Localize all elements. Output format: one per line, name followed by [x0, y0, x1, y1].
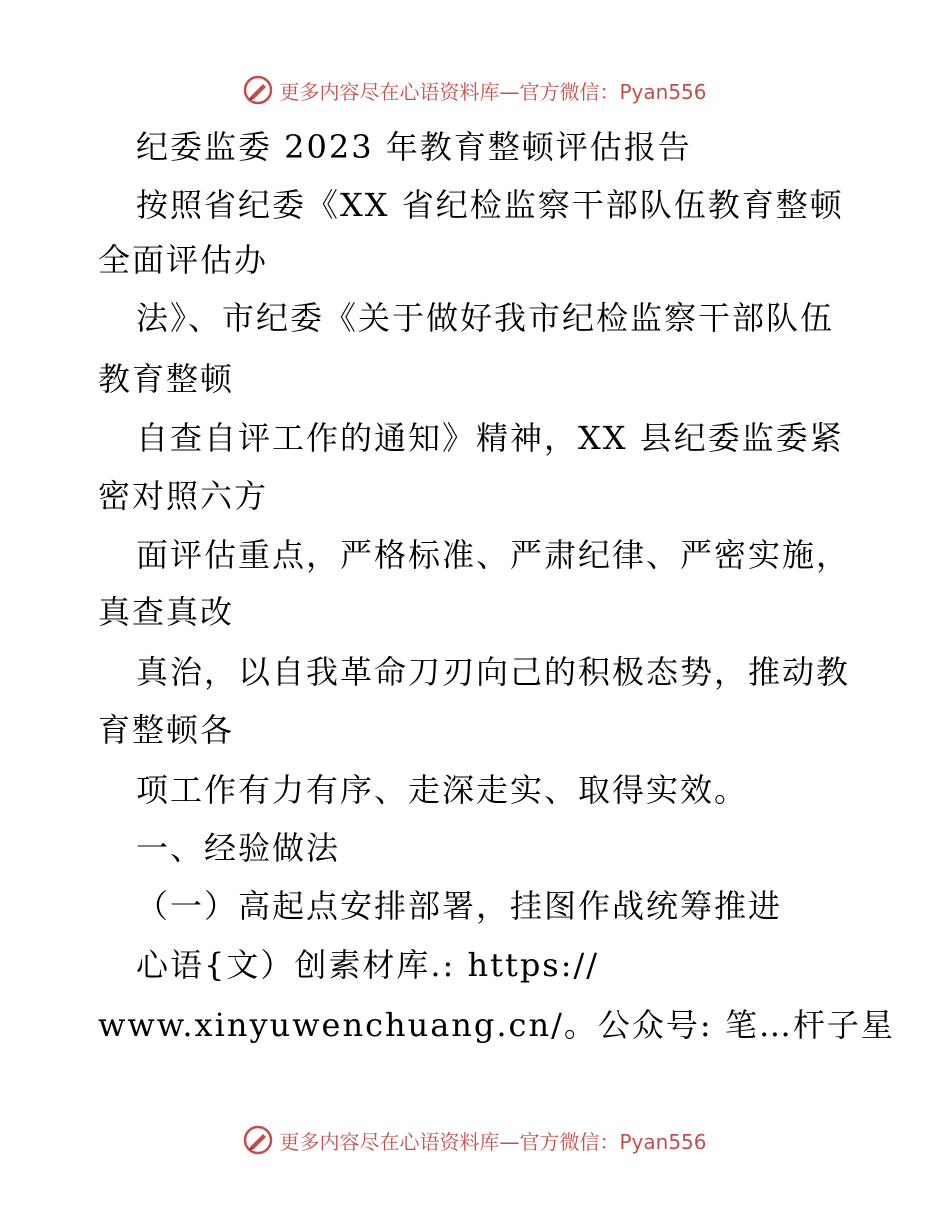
paragraph-line: 育整顿各	[98, 711, 235, 749]
paragraph-line: 自查自评工作的通知》精神，XX 县纪委监委紧	[136, 419, 844, 457]
paragraph-line: 按照省纪委《XX 省纪检监察干部队伍教育整顿	[136, 186, 844, 224]
paragraph-line: 项工作有力有序、走深走实、取得实效。	[136, 771, 749, 809]
subsection-heading: （一）高起点安排部署，挂图作战统筹推进	[136, 887, 783, 925]
banner-wechat-id: Pyan556	[619, 1129, 707, 1154]
section-heading: 一、经验做法	[136, 829, 341, 867]
pen-logo-icon	[243, 1125, 273, 1155]
document-title: 纪委监委 2023 年教育整顿评估报告	[136, 128, 692, 166]
paragraph-line: 密对照六方	[98, 477, 269, 515]
paragraph-line: 全面评估办	[98, 241, 269, 279]
paragraph-line: 面评估重点，严格标准、严肃纪律、严密实施，	[136, 536, 851, 574]
paragraph-line: 心语{文）创素材库.: https://	[136, 946, 600, 984]
paragraph-line: www.xinyuwenchuang.cn/。公众号: 笔…杆子星	[98, 1006, 895, 1044]
banner-text	[279, 1126, 706, 1155]
banner-label: 更多内容尽在心语资料库—官方微信：	[279, 79, 620, 104]
paragraph-line: 真查真改	[98, 593, 235, 631]
paragraph-line: 法》、市纪委《关于做好我市纪检监察干部队伍	[136, 299, 835, 337]
paragraph-line: 真治，以自我革命刀刃向己的积极态势，推动教	[136, 653, 851, 691]
paragraph-line: 教育整顿	[98, 360, 235, 398]
footer-banner	[0, 1120, 950, 1160]
banner-label: 更多内容尽在心语资料库—官方微信：	[279, 1129, 620, 1154]
banner-wechat-id: Pyan556	[619, 79, 707, 104]
